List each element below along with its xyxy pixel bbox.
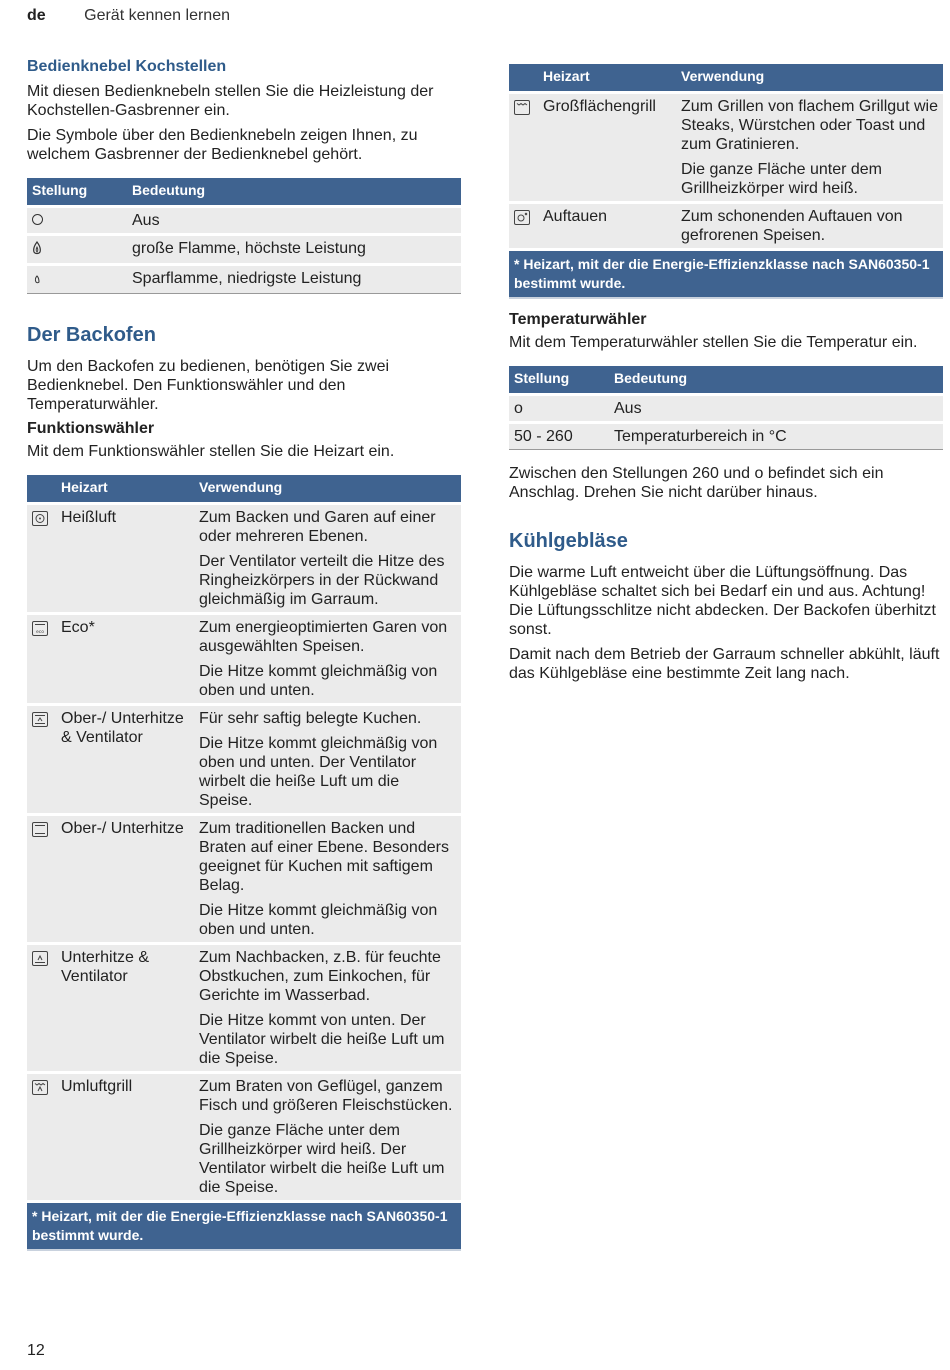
table-row (27, 208, 461, 236)
knobs-paragraph-1: Mit diesen Bedienknebeln stellen Sie die Heizleistung der Kochstellen-Gasbrenner ein. (27, 83, 434, 119)
mode-use: Zum Grillen von flachem Grillgut wie Steaks, Würstchen oder Toast und zum Gratinieren. (681, 98, 938, 153)
table-row (27, 505, 461, 615)
temperature-selector-title: Temperaturwähler (509, 311, 647, 328)
col-header-icon (27, 475, 56, 505)
mode-use: Die ganze Fläche unter dem Grillheizkörper wird heiß. (681, 161, 882, 197)
mode-use: Zum Backen und Garen auf einer oder mehreren Ebenen. (199, 509, 436, 545)
col-header-bedeutung: Bedeutung (609, 366, 943, 396)
bottom-heat-fan-icon (32, 951, 48, 966)
chapter-title: Gerät kennen lernen (84, 7, 230, 24)
mode-use: Die Hitze kommt von unten. Der Ventilator wirbelt die heiße Luft um die Speise. (199, 1012, 445, 1067)
temperature-table (509, 366, 943, 450)
position-value: o (509, 396, 609, 424)
oven-title: Der Backofen (27, 324, 156, 346)
oven-paragraph: Um den Backofen zu bedienen, benötigen Sie zwei Bedienknebel. Den Funktionswähler und den Temperaturwähler. (27, 358, 390, 413)
mode-use: Zum schonenden Auftauen von gefrorenen Speisen. (681, 208, 903, 244)
table-row (27, 266, 461, 294)
col-header-heizart: Heizart (56, 475, 194, 505)
table-row (27, 615, 461, 706)
table-row (27, 706, 461, 816)
table-row (27, 236, 461, 266)
small-flame-icon (27, 266, 127, 294)
eco-icon (32, 621, 48, 636)
col-header-icon (509, 64, 538, 94)
circulating-grill-icon (32, 1080, 48, 1095)
function-selector-title: Funktionswähler (27, 420, 155, 437)
row-text: Temperaturbereich in °C (609, 424, 943, 450)
mode-use: Zum energieoptimierten Garen von ausgewählten Speisen. (199, 619, 448, 655)
table-note-row (509, 251, 943, 299)
col-header-bedeutung: Bedeutung (127, 178, 461, 208)
temperature-selector-text: Mit dem Temperaturwähler stellen Sie die Temperatur ein. (509, 334, 918, 351)
position-value: 50 - 260 (509, 424, 609, 450)
svg-text:eco: eco (36, 630, 44, 635)
col-header-stellung: Stellung (27, 178, 127, 208)
knobs-paragraph-2: Die Symbole über den Bedienknebeln zeigen Ihnen, zu welchem Gasbrenner der Bedienknebel gehört. (27, 127, 418, 163)
heating-mode-table-continued (509, 64, 943, 299)
knob-position-table (27, 178, 461, 294)
cooling-paragraph-1: Die warme Luft entweicht über die Lüftungsöffnung. Das Kühlgebläse schaltet sich bei Bedarf ein und aus. Achtung! Die Lüftungsschlitze nicht abdecken. Der Backofen überhitzt sonst. (509, 564, 936, 638)
mode-name: Umluftgrill (56, 1074, 194, 1203)
top-bottom-fan-icon (32, 712, 48, 727)
mode-use: Zum Braten von Geflügel, ganzem Fisch und größeren Fleischstücken. (199, 1078, 453, 1114)
energy-class-note: * Heizart, mit der die Energie-Effizienzklasse nach SAN60350-1 bestimmt wurde. (509, 251, 943, 299)
table-row (509, 424, 943, 450)
mode-name: Unterhitze & Ventilator (56, 945, 194, 1074)
left-column (27, 58, 461, 1251)
table-row (27, 1074, 461, 1203)
energy-class-note: * Heizart, mit der die Energie-Effizienzklasse nach SAN60350-1 bestimmt wurde. (27, 1203, 461, 1251)
top-bottom-heat-icon (32, 822, 48, 837)
mode-name: Ober-/ Unterhitze & Ventilator (56, 706, 194, 816)
table-row (27, 945, 461, 1074)
cooling-fan-title: Kühlgebläse (509, 530, 628, 552)
table-note-row (27, 1203, 461, 1251)
large-grill-icon (514, 100, 530, 115)
row-text: Sparflamme, niedrigste Leistung (127, 266, 461, 294)
mode-use: Die ganze Fläche unter dem Grillheizkörper wird heiß. Der Ventilator wirbelt die heiße Luft um die Speise. (199, 1122, 445, 1196)
temperature-stop-note: Zwischen den Stellungen 260 und o befindet sich ein Anschlag. Drehen Sie nicht darüber hinaus. (509, 465, 884, 501)
row-text: Aus (127, 208, 461, 236)
mode-use: Die Hitze kommt gleichmäßig von oben und unten. (199, 663, 438, 699)
table-row (509, 204, 943, 251)
mode-use: Die Hitze kommt gleichmäßig von oben und unten. (199, 902, 438, 938)
col-header-verwendung: Verwendung (194, 475, 461, 505)
table-row (509, 396, 943, 424)
row-text: Aus (609, 396, 943, 424)
big-flame-icon (27, 236, 127, 266)
mode-use: Die Hitze kommt gleichmäßig von oben und unten. Der Ventilator wirbelt die heiße Luft um die Speise. (199, 735, 438, 809)
page-number: 12 (27, 1342, 45, 1359)
language-code: de (27, 7, 46, 24)
off-ring-icon (27, 208, 127, 236)
mode-name: Eco* (56, 615, 194, 706)
hot-air-icon (32, 511, 48, 526)
right-column (509, 64, 943, 689)
mode-name: Heißluft (56, 505, 194, 615)
col-header-verwendung: Verwendung (676, 64, 943, 94)
mode-name: Ober-/ Unterhitze (56, 816, 194, 945)
mode-name: Auftauen (538, 204, 676, 251)
defrost-icon (514, 210, 530, 225)
cooling-paragraph-2: Damit nach dem Betrieb der Garraum schneller abkühlt, läuft das Kühlgebläse eine bestimmte Zeit lang nach. (509, 646, 940, 682)
mode-use: Für sehr saftig belegte Kuchen. (199, 710, 422, 727)
mode-name: Großflächengrill (538, 94, 676, 204)
col-header-stellung: Stellung (509, 366, 609, 396)
col-header-heizart: Heizart (538, 64, 676, 94)
mode-use: Der Ventilator verteilt die Hitze des Ringheizkörpers in der Rückwand gleichmäßig im Garraum. (199, 553, 445, 608)
function-selector-text: Mit dem Funktionswähler stellen Sie die Heizart ein. (27, 443, 395, 460)
heating-mode-table (27, 475, 461, 1251)
knobs-title: Bedienknebel Kochstellen (27, 58, 227, 75)
row-text: große Flamme, höchste Leistung (127, 236, 461, 266)
mode-use: Zum Nachbacken, z.B. für feuchte Obstkuchen, zum Einkochen, für Gerichte im Wasserbad. (199, 949, 441, 1004)
mode-use: Zum traditionellen Backen und Braten auf einer Ebene. Besonders geeignet für Kuchen mit saftigem Belag. (199, 820, 449, 894)
table-row (27, 816, 461, 945)
table-row (509, 94, 943, 204)
page-header (27, 7, 230, 25)
